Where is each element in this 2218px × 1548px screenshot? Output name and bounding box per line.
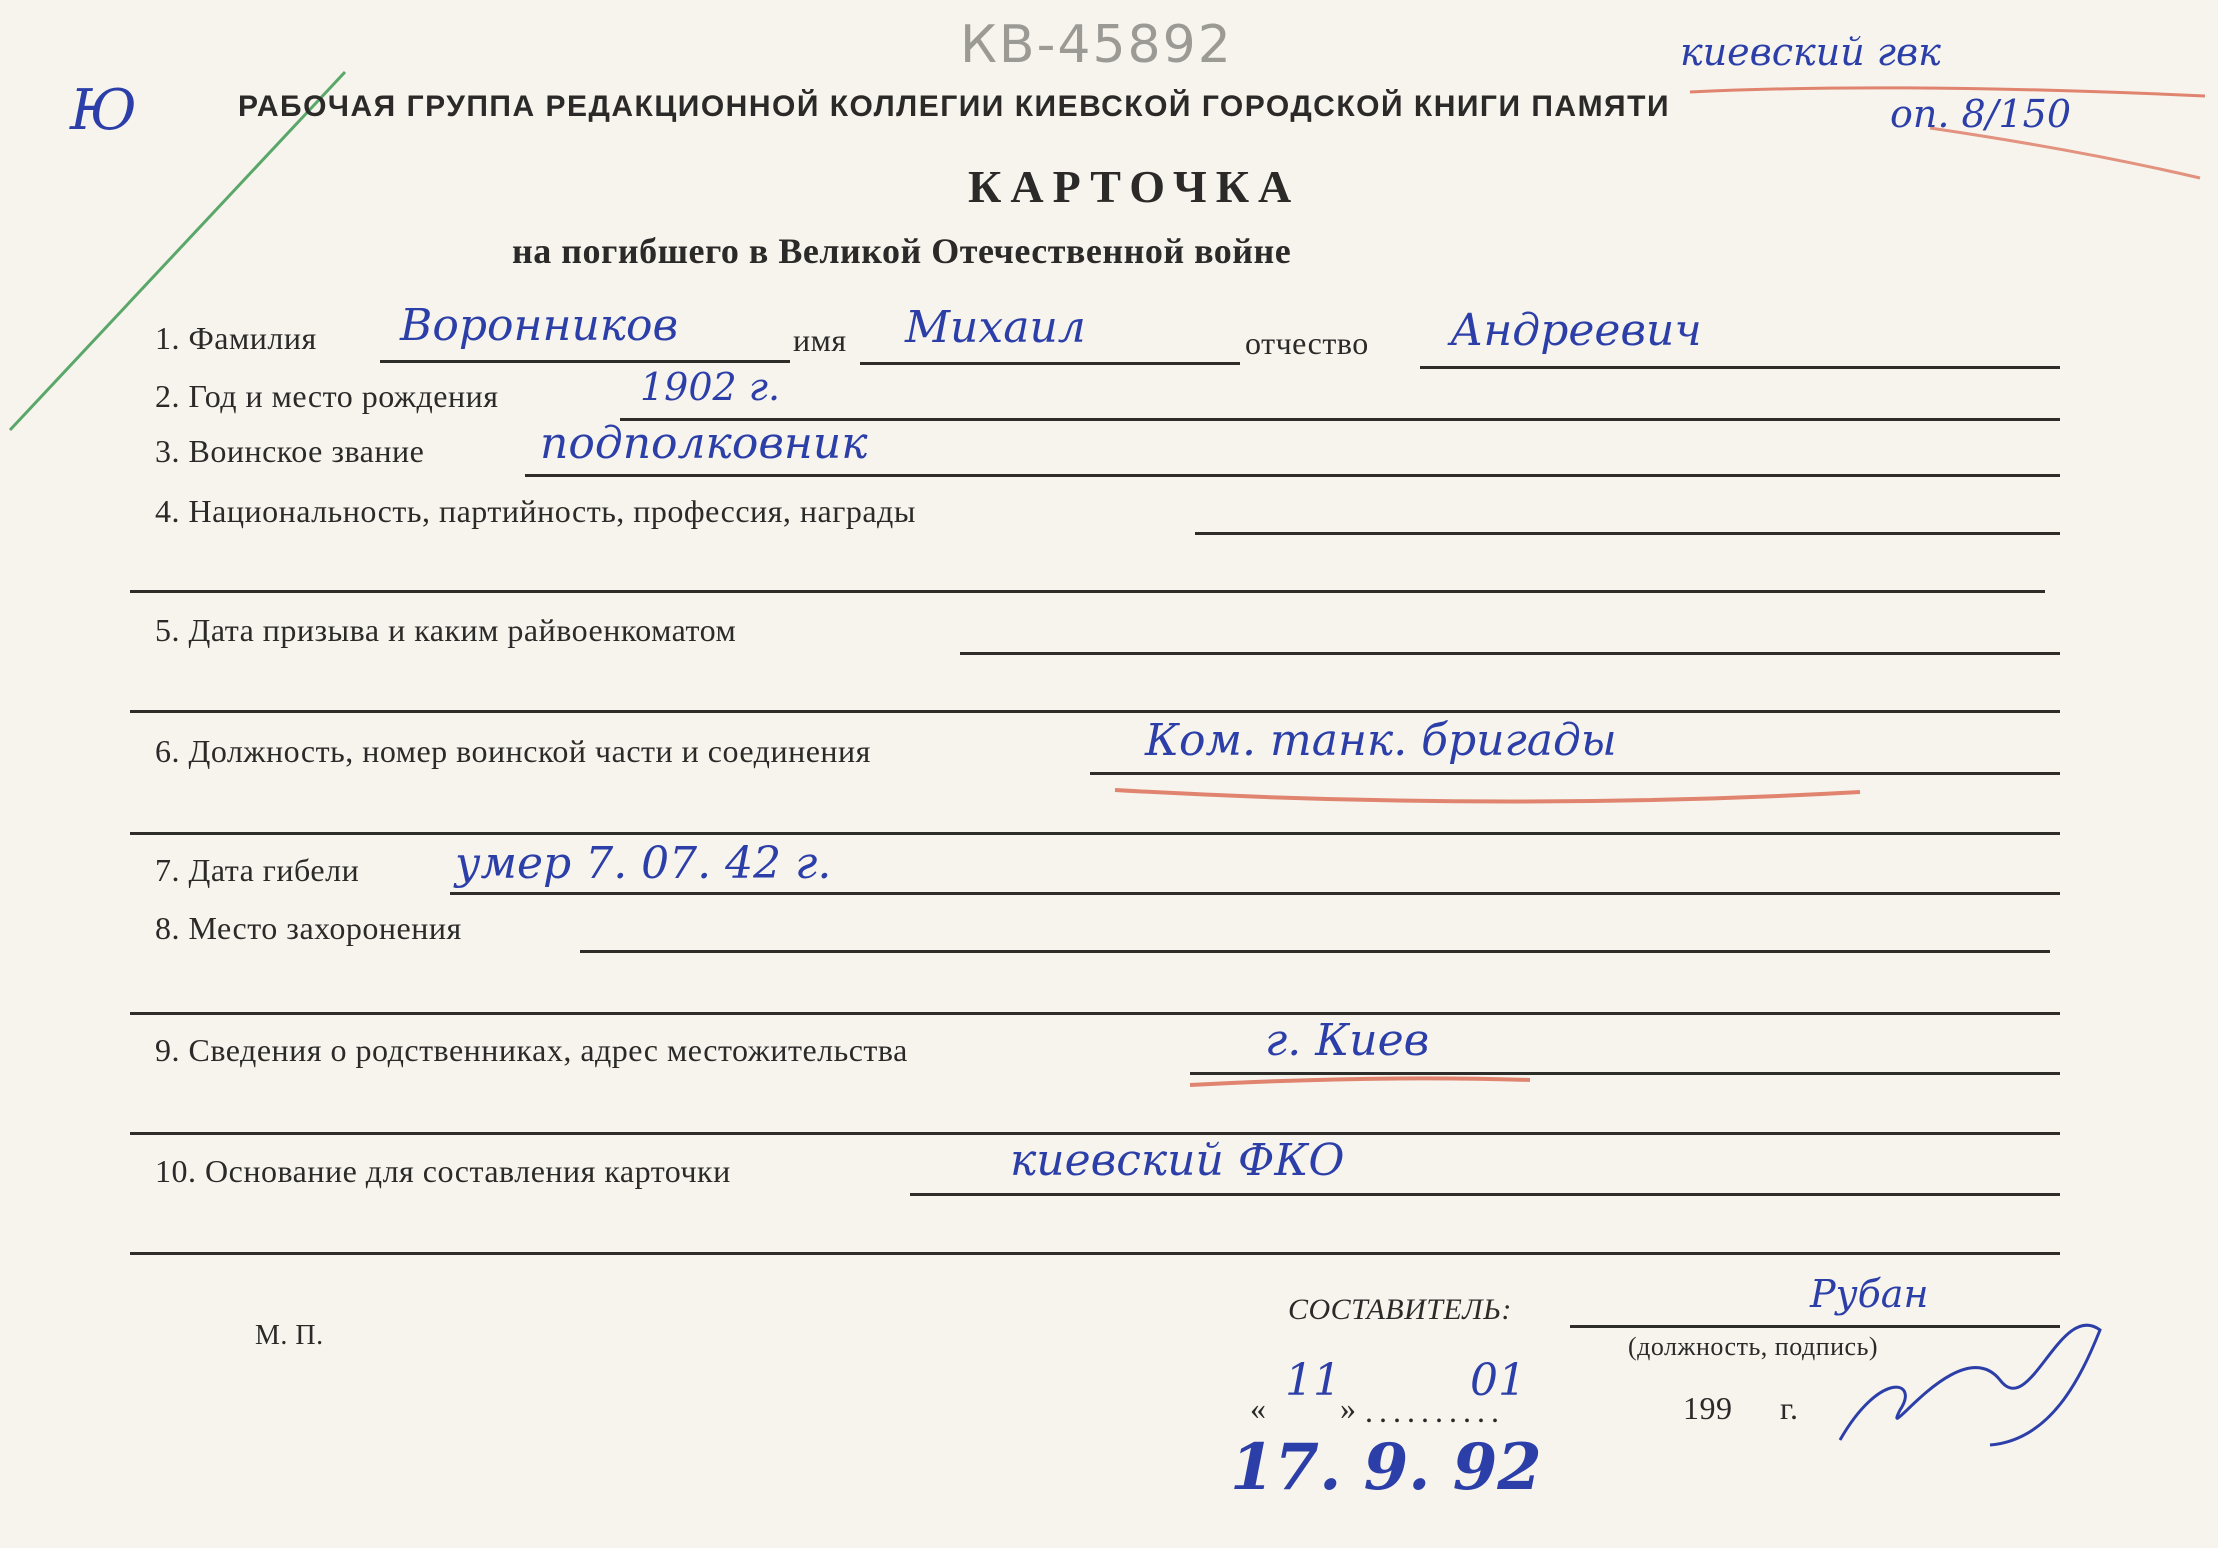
field-6-label: 6. Должность, номер воинской части и соединения [155,733,871,769]
field-1-patronymic-label: отчество [1245,325,1369,361]
field-5-line-2 [130,710,2060,713]
field-1-name-line [860,362,1240,365]
stamp-date: 17. 9. 92 [1230,1430,1542,1505]
field-1-name-label: имя [793,322,847,358]
field-4-line [1195,532,2060,535]
field-2-label: 2. Год и место рождения [155,378,499,414]
field-10-line [910,1193,2060,1196]
card-title: КАРТОЧКА [968,161,1301,212]
stamp-place-label: М. П. [255,1320,324,1351]
field-5-line [960,652,2060,655]
field-6-value: Ком. танк. бригады [1145,715,1617,766]
field-5-label: 5. Дата призыва и каким райвоенкоматом [155,612,737,648]
field-10-line-2 [130,1252,2060,1255]
field-1-name-value: Михаил [905,302,1086,353]
field-2-value: 1902 г. [640,365,781,409]
compiler-label: СОСТАВИТЕЛЬ: [1288,1293,1512,1326]
position-caption: (должность, подпись) [1628,1332,1879,1361]
red-underline-f6 [1115,790,1860,802]
field-8-label: 8. Место захоронения [155,910,462,946]
date-close-quote: » [1340,1390,1357,1426]
date-year-suffix: г. [1780,1390,1799,1426]
archive-pencil-mark: КВ-45892 [960,15,1233,75]
field-10-value: киевский ФКО [1010,1135,1345,1186]
field-3-line [525,474,2060,477]
field-7-label: 7. Дата гибели [155,852,360,888]
top-right-note-line1: киевский гвк [1680,30,1941,74]
field-9-value: г. Киев [1265,1015,1430,1066]
field-1-label: 1. Фамилия [155,320,317,356]
date-day: 11 [1285,1355,1341,1406]
corner-handwritten-mark: Ю [70,78,137,143]
red-underline-f9 [1190,1078,1530,1085]
field-1-line [380,360,790,363]
date-open-quote: « [1250,1390,1267,1426]
date-year-prefix: 199 [1683,1390,1733,1426]
compiler-value: Рубан [1810,1272,1929,1316]
field-10-label: 10. Основание для составления карточки [155,1153,731,1189]
field-7-value: умер 7. 07. 42 г. [455,838,832,889]
field-3-label: 3. Воинское звание [155,433,425,469]
signature-scribble [1840,1325,2100,1445]
field-7-line [450,892,2060,895]
field-9-label: 9. Сведения о родственниках, адрес местожительства [155,1032,908,1068]
field-1-patronymic-line [1420,366,2060,369]
compiler-line [1570,1325,2060,1328]
field-1-patronymic-value: Андреевич [1450,305,1702,356]
date-month: 01 [1470,1355,1526,1406]
field-8-line [580,950,2050,953]
card-subtitle: на погибшего в Великой Отечественной войне [512,231,1292,271]
field-4-label: 4. Национальность, партийность, профессия, награды [155,493,916,529]
field-4-line-2 [130,590,2045,593]
date-dots-1: .......... [1365,1393,1505,1429]
top-right-note-line2: оп. 8/150 [1890,92,2072,136]
field-8-line-2 [130,1012,2060,1015]
green-pencil-stroke [10,72,345,430]
field-6-line-2 [130,832,2060,835]
organization-header: РАБОЧАЯ ГРУППА РЕДАКЦИОННОЙ КОЛЛЕГИИ КИЕВСКОЙ ГОРОДСКОЙ КНИГИ ПАМЯТИ [238,90,1671,123]
field-1-surname: Воронников [400,300,679,351]
field-6-line [1090,772,2060,775]
field-9-line [1190,1072,2060,1075]
field-3-value: подполковник [540,418,868,469]
